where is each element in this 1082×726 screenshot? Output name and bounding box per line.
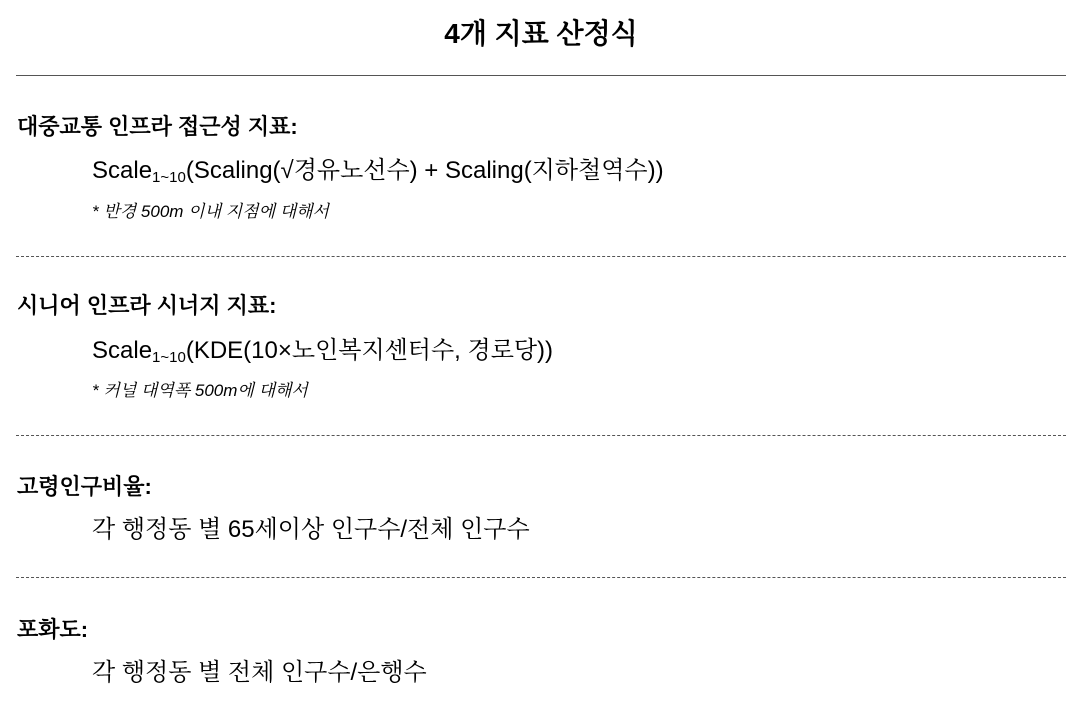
formula-saturation: 각 행정동 별 전체 인구수/은행수 <box>92 659 427 686</box>
section-heading-elderly-ratio: 고령인구비율: <box>17 474 152 499</box>
section-heading-saturation: 포화도: <box>17 617 89 642</box>
section-heading-senior: 시니어 인프라 시너지 지표: <box>17 293 277 318</box>
formula-transit <box>92 155 664 187</box>
formula-body: (Scaling(√경유노선수) + Scaling(지하철역수)) <box>185 157 664 184</box>
note-transit: * 반경 500m 이내 지점에 대해서 <box>92 202 329 221</box>
title-divider <box>16 75 1066 76</box>
note-senior: * 커널 대역폭 500m에 대해서 <box>92 381 308 400</box>
section-divider <box>16 256 1066 257</box>
section-divider <box>16 577 1066 578</box>
formula-prefix: Scale <box>92 337 153 364</box>
formula-subscript: 1~10 <box>152 169 186 186</box>
formula-elderly-ratio: 각 행정동 별 65세이상 인구수/전체 인구수 <box>92 516 530 543</box>
formula-senior <box>92 335 553 367</box>
formula-subscript: 1~10 <box>152 349 186 366</box>
formula-body: (KDE(10×노인복지센터수, 경로당)) <box>185 337 554 364</box>
formula-prefix: Scale <box>92 157 153 184</box>
section-divider <box>16 435 1066 436</box>
section-heading-transit: 대중교통 인프라 접근성 지표: <box>17 114 298 139</box>
page-title: 4개 지표 산정식 <box>444 18 638 49</box>
